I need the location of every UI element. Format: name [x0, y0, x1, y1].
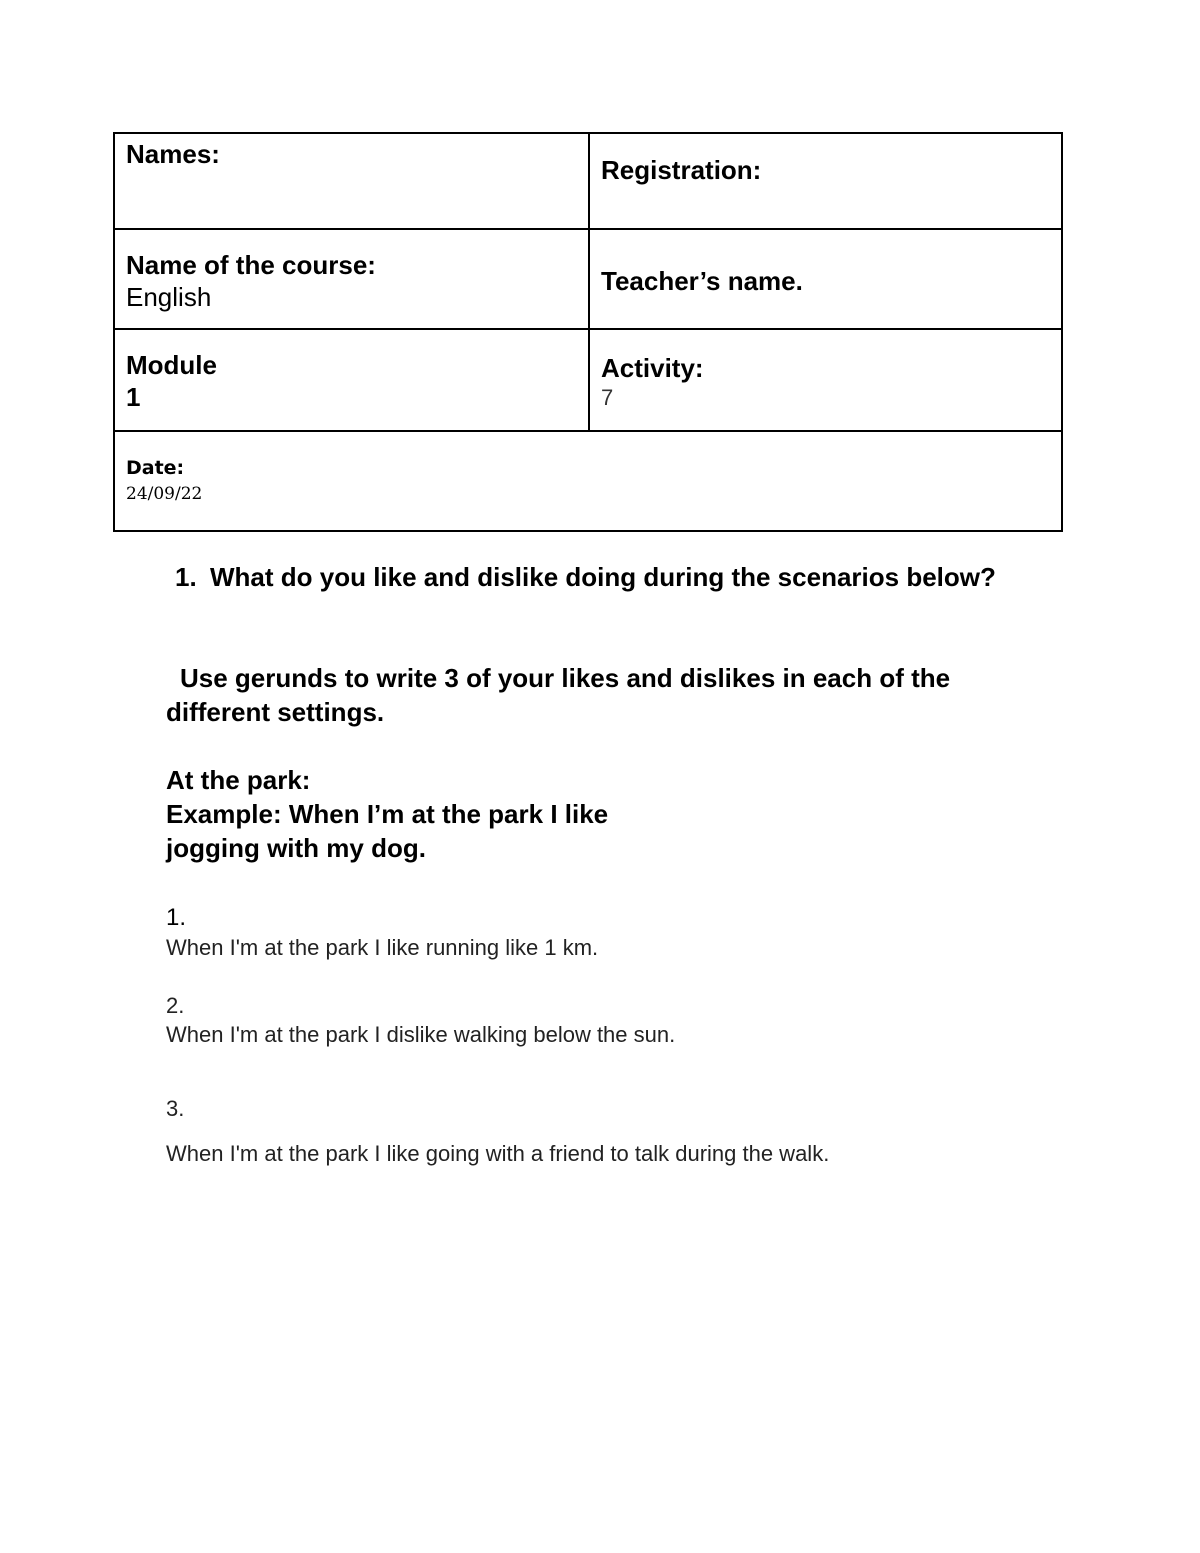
names-label: Names: — [126, 139, 220, 169]
course-value: English — [126, 282, 212, 312]
question-text: What do you like and dislike doing during the scenarios below? — [210, 562, 996, 592]
example-line-2: jogging with my dog. — [166, 833, 426, 863]
activity-value: 7 — [601, 385, 614, 410]
registration-label: Registration: — [601, 155, 762, 185]
question-number: 1. — [175, 562, 197, 592]
answer-number-3: 3. — [166, 1096, 185, 1121]
answer-text-3: When I'm at the park I like going with a friend to talk during the walk. — [166, 1141, 830, 1166]
teacher-cell — [589, 229, 1062, 329]
course-cell — [114, 229, 589, 329]
answer-number-2: 2. — [166, 993, 185, 1018]
answer-text-1: When I'm at the park I like running like 1 km. — [166, 935, 599, 960]
date-label: Date: — [126, 457, 185, 479]
answer-text-2: When I'm at the park I dislike walking below the sun. — [166, 1022, 676, 1047]
names-cell — [114, 133, 589, 229]
instruction-body: Use gerunds to write 3 of your likes and dislikes in each of the different settings. — [166, 663, 951, 727]
park-section — [166, 763, 1026, 865]
teacher-label: Teacher’s name. — [601, 266, 803, 296]
section-title: At the park: — [166, 765, 311, 795]
activity-cell — [589, 329, 1062, 431]
registration-cell — [589, 133, 1062, 229]
date-value: 24/09/22 — [126, 484, 203, 504]
module-cell — [114, 329, 589, 431]
module-label: Module — [126, 350, 217, 380]
date-cell — [114, 431, 1062, 531]
instruction-text — [166, 661, 1026, 729]
example-line-1: Example: When I’m at the park I like — [166, 799, 609, 829]
header-info-table — [113, 132, 1063, 532]
activity-label: Activity: — [601, 353, 704, 383]
course-label: Name of the course: — [126, 250, 376, 280]
answer-number-1: 1. — [166, 904, 187, 931]
module-value: 1 — [126, 382, 141, 412]
